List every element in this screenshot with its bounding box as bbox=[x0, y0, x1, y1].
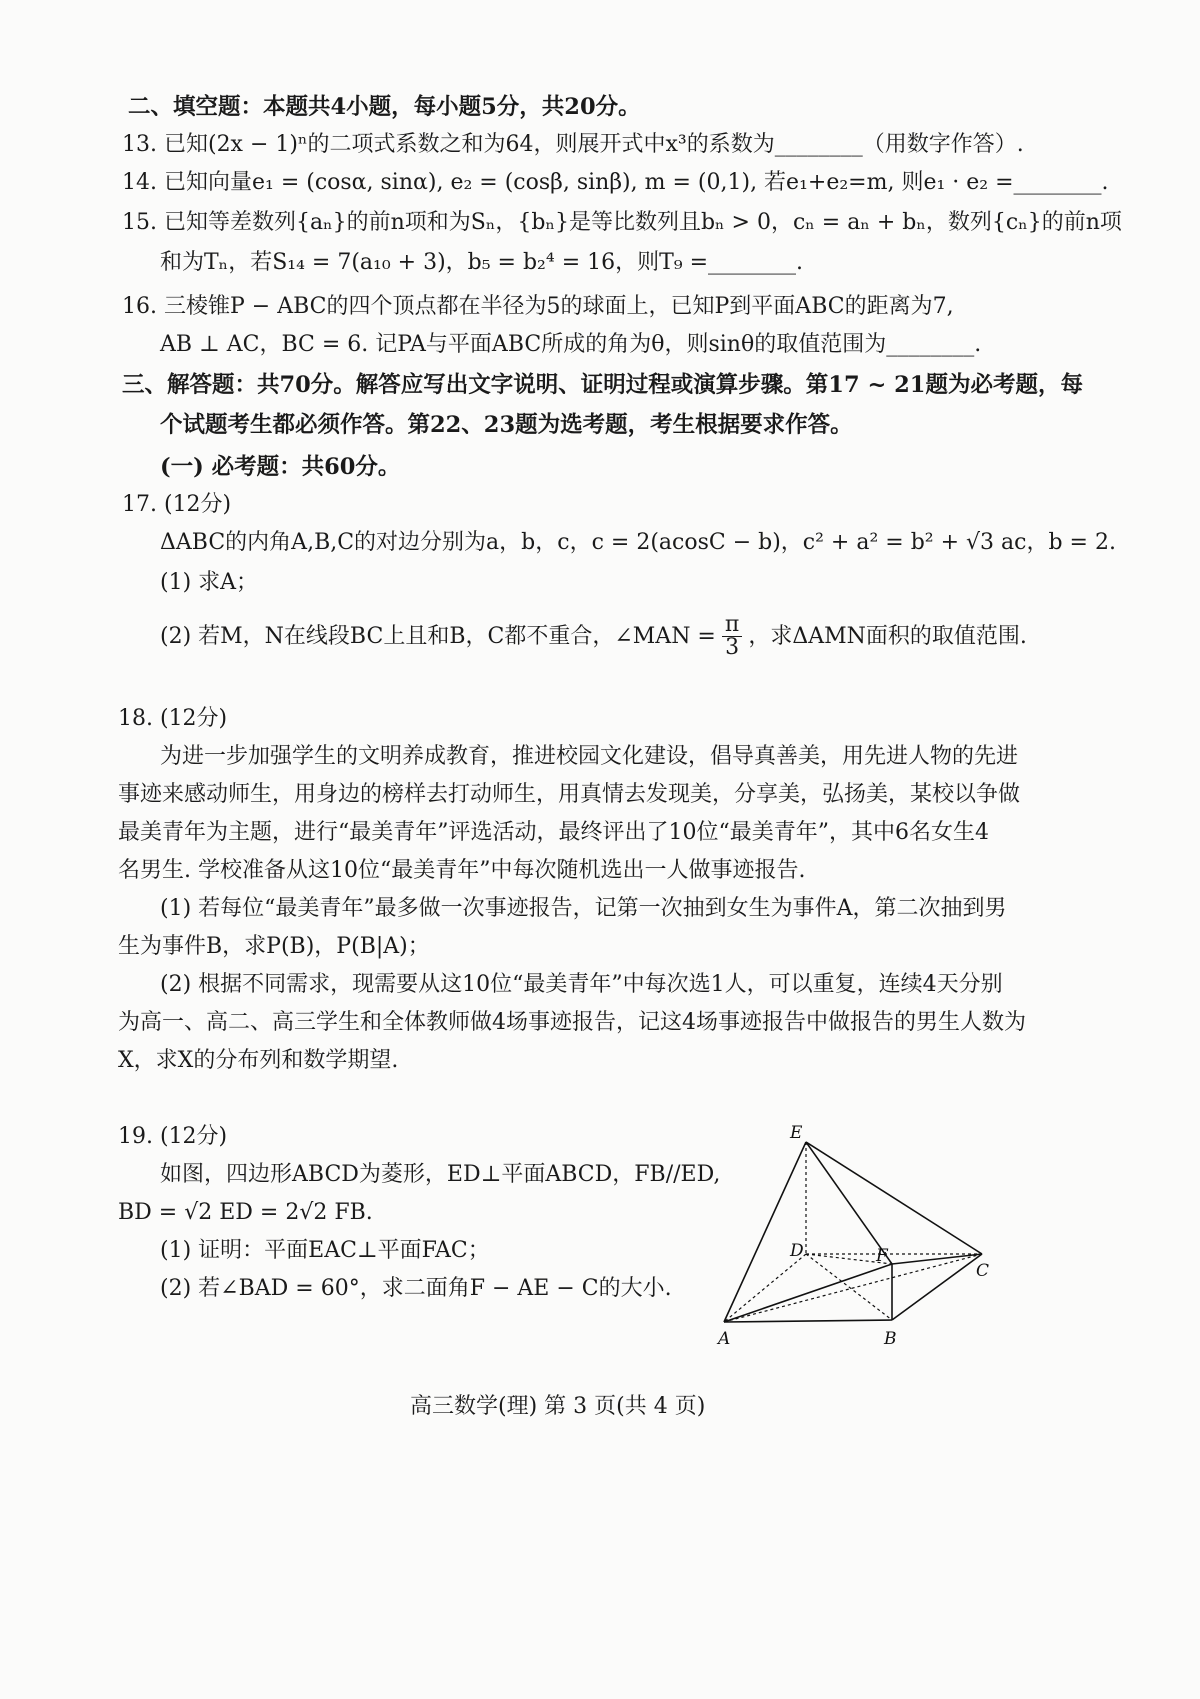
edge-A-F bbox=[724, 1264, 892, 1322]
question-19-line-2: BD = √2 ED = 2√2 FB. bbox=[118, 1200, 373, 1225]
vertex-label-F: F bbox=[876, 1246, 888, 1266]
edge-A-B bbox=[724, 1320, 892, 1322]
question-18-part-2-cont: 为高一、高二、高三学生和全体教师做4场事迹报告，记这4场事迹报告中做报告的男生人数为 bbox=[118, 1010, 1026, 1035]
question-18-line-3: 最美青年为主题，进行“最美青年”评选活动，最终评出了10位“最美青年”，其中6名女生4 bbox=[118, 820, 989, 845]
edge-B-C bbox=[892, 1254, 982, 1320]
question-17-part-2 bbox=[160, 614, 1027, 659]
question-19-heading: 19. (12分) bbox=[118, 1124, 228, 1149]
question-18-line-4: 名男生. 学校准备从这10位“最美青年”中每次随机选出一人做事迹报告. bbox=[118, 858, 806, 883]
page-footer: 高三数学(理) 第 3 页(共 4 页) bbox=[410, 1394, 706, 1419]
question-19-part-1: (1) 证明：平面EAC⊥平面FAC； bbox=[160, 1238, 490, 1263]
pyramid-figure bbox=[700, 1118, 1030, 1358]
question-18-heading: 18. (12分) bbox=[118, 706, 228, 731]
question-19-line-1: 如图，四边形ABCD为菱形，ED⊥平面ABCD，FB//ED, bbox=[160, 1162, 721, 1187]
question-15-line-1: 15. 已知等差数列{aₙ}的前n项和为Sₙ，{bₙ}是等比数列且bₙ > 0，cₙ = aₙ + bₙ，数列{cₙ}的前n项 bbox=[122, 210, 1122, 235]
question-17-part-1: (1) 求A； bbox=[160, 570, 259, 595]
vertex-label-D: D bbox=[790, 1241, 804, 1261]
question-18-part-1-cont: 生为事件B，求P(B)，P(B|A)； bbox=[118, 934, 430, 959]
question-17-stem: ΔABC的内角A,B,C的对边分别为a，b，c，c = 2(acosC − b)，c² + a² = b² + √3 ac，b = 2. bbox=[160, 530, 1116, 555]
fraction-numerator: π bbox=[722, 614, 742, 637]
edge-E-C bbox=[806, 1142, 982, 1254]
question-17-part-2-prefix: (2) 若M，N在线段BC上且和B，C都不重合，∠MAN = bbox=[160, 623, 716, 649]
vertex-label-A: A bbox=[718, 1329, 731, 1349]
vertex-label-E: E bbox=[790, 1123, 803, 1143]
question-16-line-1: 16. 三棱锥P − ABC的四个顶点都在半径为5的球面上，已知P到平面ABC的距离为7, bbox=[122, 294, 954, 319]
question-13: 13. 已知(2x − 1)ⁿ的二项式系数之和为64，则展开式中x³的系数为________（用数字作答）. bbox=[122, 132, 1024, 157]
question-17-heading: 17. (12分) bbox=[122, 492, 232, 517]
question-14: 14. 已知向量e₁ = (cosα, sinα), e₂ = (cosβ, sinβ), m = (0,1), 若e₁+e₂=m, 则e₁ · e₂ =________. bbox=[122, 170, 1109, 195]
question-17-part-2-suffix: ，求ΔAMN面积的取值范围. bbox=[748, 623, 1027, 649]
fraction-denominator: 3 bbox=[725, 635, 740, 660]
question-15-line-2: 和为Tₙ，若S₁₄ = 7(a₁₀ + 3)，b₅ = b₂⁴ = 16，则T₉ =________. bbox=[160, 250, 804, 275]
question-18-part-2: (2) 根据不同需求，现需要从这10位“最美青年”中每次选1人，可以重复，连续4天分别 bbox=[160, 972, 1003, 997]
question-18-part-1: (1) 若每位“最美青年”最多做一次事迹报告，记第一次抽到女生为事件A，第二次抽到男 bbox=[160, 896, 1007, 921]
pi-over-3-fraction bbox=[722, 614, 742, 659]
question-18-part-2-end: X，求X的分布列和数学期望. bbox=[118, 1048, 399, 1073]
section-3-line-1: 三、解答题：共70分。解答应写出文字说明、证明过程或演算步骤。第17 ~ 21题为必考题，每 bbox=[122, 372, 1083, 398]
question-16-line-2: AB ⊥ AC，BC = 6. 记PA与平面ABC所成的角为θ，则sinθ的取值范围为________. bbox=[160, 332, 982, 357]
question-18-line-1: 为进一步加强学生的文明养成教育，推进校园文化建设，倡导真善美，用先进人物的先进 bbox=[160, 744, 1019, 769]
edge-E-A bbox=[724, 1142, 806, 1322]
question-18-line-2: 事迹来感动师生，用身边的榜样去打动师生，用真情去发现美，分享美，弘扬美，某校以争做 bbox=[118, 782, 1021, 807]
question-19-part-2: (2) 若∠BAD = 60°，求二面角F − AE − C的大小. bbox=[160, 1276, 672, 1301]
vertex-label-C: C bbox=[976, 1261, 990, 1281]
hidden-edge-A-C bbox=[724, 1254, 982, 1322]
section-3-subheading: (一) 必考题：共60分。 bbox=[160, 454, 401, 480]
vertex-label-B: B bbox=[884, 1329, 897, 1349]
section-3-line-2: 个试题考生都必须作答。第22、23题为选考题，考生根据要求作答。 bbox=[160, 412, 853, 438]
section-2-heading: 二、填空题：本题共4小题，每小题5分，共20分。 bbox=[128, 94, 641, 120]
edge-F-C bbox=[892, 1254, 982, 1264]
